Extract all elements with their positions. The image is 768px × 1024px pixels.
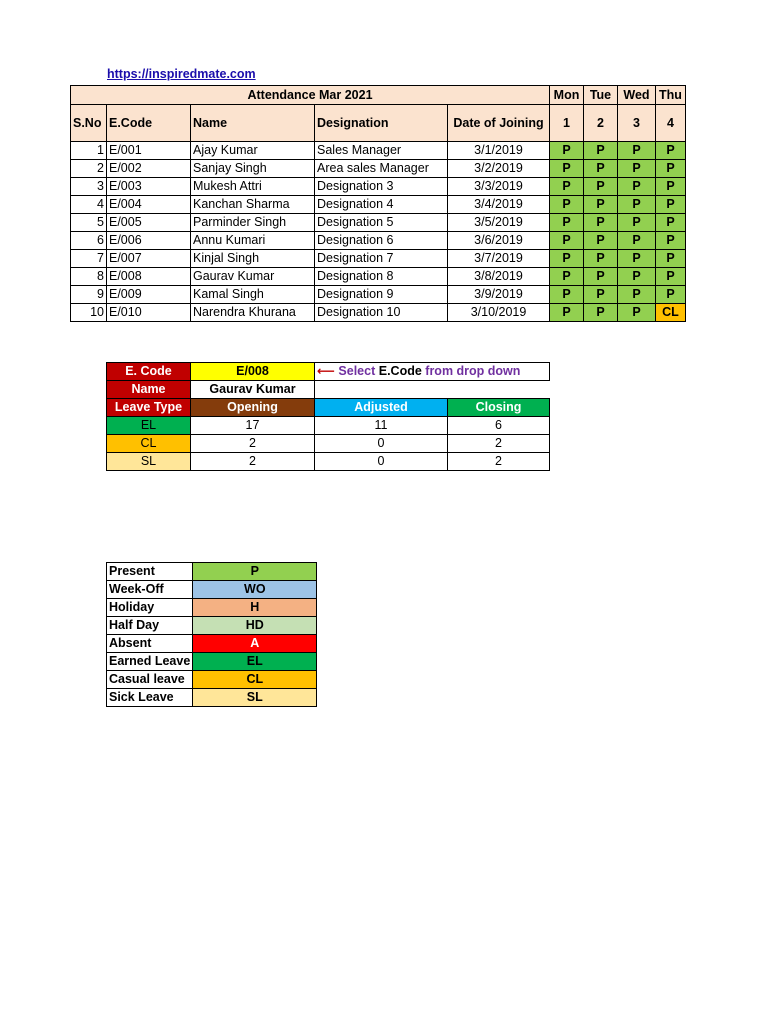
cell-ecode: E/009	[107, 286, 191, 304]
cell-attendance-mark[interactable]: CL	[656, 304, 686, 322]
closing-cl: 2	[448, 435, 550, 453]
cell-doj: 3/4/2019	[448, 196, 550, 214]
cell-ecode: E/010	[107, 304, 191, 322]
day-header-thu: Thu	[656, 86, 686, 105]
ecode-label: E. Code	[107, 363, 191, 381]
legend-code-casual-leave: CL	[193, 671, 317, 689]
legend-label-casual-leave: Casual leave	[107, 671, 193, 689]
table-row	[71, 304, 686, 322]
cell-attendance-mark[interactable]: P	[550, 286, 584, 304]
opening-el: 17	[191, 417, 315, 435]
legend-code-sick-leave: SL	[193, 689, 317, 707]
cell-attendance-mark[interactable]: P	[656, 178, 686, 196]
legend-label-week-off: Week-Off	[107, 581, 193, 599]
cell-attendance-mark[interactable]: P	[550, 250, 584, 268]
cell-designation: Designation 6	[315, 232, 448, 250]
closing-header: Closing	[448, 399, 550, 417]
cell-attendance-mark[interactable]: P	[550, 178, 584, 196]
opening-sl: 2	[191, 453, 315, 471]
cell-ecode: E/006	[107, 232, 191, 250]
cell-ecode: E/005	[107, 214, 191, 232]
cell-name: Gaurav Kumar	[191, 268, 315, 286]
cell-name: Parminder Singh	[191, 214, 315, 232]
cell-attendance-mark[interactable]: P	[584, 304, 618, 322]
cell-attendance-mark[interactable]: P	[656, 160, 686, 178]
attendance-table	[70, 85, 686, 322]
cell-sno: 10	[71, 304, 107, 322]
name-label: Name	[107, 381, 191, 399]
table-row	[71, 142, 686, 160]
cell-ecode: E/004	[107, 196, 191, 214]
date-header-2: 2	[584, 105, 618, 142]
adjusted-sl: 0	[315, 453, 448, 471]
cell-designation: Sales Manager	[315, 142, 448, 160]
hint-select: Select	[338, 364, 376, 378]
cell-attendance-mark[interactable]: P	[656, 268, 686, 286]
adjusted-el: 11	[315, 417, 448, 435]
hint-rest: from drop down	[425, 364, 521, 378]
cell-attendance-mark[interactable]: P	[618, 286, 656, 304]
legend-code-present: P	[193, 563, 317, 581]
col-header-designation: Designation	[315, 105, 448, 142]
cell-attendance-mark[interactable]: P	[656, 142, 686, 160]
leave-type-cl: CL	[107, 435, 191, 453]
cell-sno: 6	[71, 232, 107, 250]
col-header-ecode: E.Code	[107, 105, 191, 142]
table-row	[71, 178, 686, 196]
legend-code-earned-leave: EL	[193, 653, 317, 671]
cell-attendance-mark[interactable]: P	[618, 250, 656, 268]
cell-ecode: E/001	[107, 142, 191, 160]
cell-attendance-mark[interactable]: P	[584, 142, 618, 160]
cell-attendance-mark[interactable]: P	[550, 268, 584, 286]
cell-sno: 3	[71, 178, 107, 196]
date-header-1: 1	[550, 105, 584, 142]
adjusted-header: Adjusted	[315, 399, 448, 417]
col-header-sno: S.No	[71, 105, 107, 142]
cell-ecode: E/003	[107, 178, 191, 196]
leave-type-sl: SL	[107, 453, 191, 471]
cell-attendance-mark[interactable]: P	[656, 232, 686, 250]
cell-sno: 2	[71, 160, 107, 178]
day-header-mon: Mon	[550, 86, 584, 105]
cell-attendance-mark[interactable]: P	[550, 196, 584, 214]
col-header-name: Name	[191, 105, 315, 142]
cell-name: Kinjal Singh	[191, 250, 315, 268]
cell-attendance-mark[interactable]: P	[550, 214, 584, 232]
cell-attendance-mark[interactable]: P	[584, 196, 618, 214]
cell-sno: 8	[71, 268, 107, 286]
cell-designation: Designation 8	[315, 268, 448, 286]
cell-attendance-mark[interactable]: P	[584, 214, 618, 232]
cell-attendance-mark[interactable]: P	[618, 178, 656, 196]
cell-designation: Designation 9	[315, 286, 448, 304]
leave-type-el: EL	[107, 417, 191, 435]
table-row	[71, 268, 686, 286]
table-row	[71, 196, 686, 214]
cell-attendance-mark[interactable]: P	[618, 142, 656, 160]
adjusted-cl: 0	[315, 435, 448, 453]
website-link[interactable]: https://inspiredmate.com	[107, 67, 256, 81]
legend-code-half-day: HD	[193, 617, 317, 635]
cell-sno: 4	[71, 196, 107, 214]
cell-attendance-mark[interactable]: P	[550, 304, 584, 322]
table-row	[71, 232, 686, 250]
cell-attendance-mark[interactable]: P	[584, 178, 618, 196]
cell-designation: Designation 7	[315, 250, 448, 268]
cell-doj: 3/6/2019	[448, 232, 550, 250]
date-header-3: 3	[618, 105, 656, 142]
cell-doj: 3/10/2019	[448, 304, 550, 322]
cell-sno: 7	[71, 250, 107, 268]
dropdown-hint	[315, 363, 550, 381]
cell-designation: Area sales Manager	[315, 160, 448, 178]
day-header-wed: Wed	[618, 86, 656, 105]
cell-name: Sanjay Singh	[191, 160, 315, 178]
cell-attendance-mark[interactable]: P	[584, 232, 618, 250]
cell-attendance-mark[interactable]: P	[584, 250, 618, 268]
table-row	[71, 160, 686, 178]
attendance-rows	[71, 142, 686, 322]
cell-attendance-mark[interactable]: P	[618, 196, 656, 214]
opening-cl: 2	[191, 435, 315, 453]
cell-name: Ajay Kumar	[191, 142, 315, 160]
cell-attendance-mark[interactable]: P	[584, 160, 618, 178]
cell-sno: 1	[71, 142, 107, 160]
closing-el: 6	[448, 417, 550, 435]
legend-label-absent: Absent	[107, 635, 193, 653]
table-row	[71, 214, 686, 232]
cell-attendance-mark[interactable]: P	[618, 304, 656, 322]
hint-ecode: E.Code	[378, 364, 422, 378]
cell-attendance-mark[interactable]: P	[618, 268, 656, 286]
legend-label-present: Present	[107, 563, 193, 581]
cell-designation: Designation 5	[315, 214, 448, 232]
cell-name: Kanchan Sharma	[191, 196, 315, 214]
cell-ecode: E/002	[107, 160, 191, 178]
legend-table	[106, 562, 317, 707]
closing-sl: 2	[448, 453, 550, 471]
arrow-left-icon: ⟵	[317, 364, 335, 378]
cell-doj: 3/1/2019	[448, 142, 550, 160]
ecode-dropdown[interactable]: E/008	[191, 363, 315, 381]
cell-ecode: E/008	[107, 268, 191, 286]
cell-doj: 3/2/2019	[448, 160, 550, 178]
cell-doj: 3/7/2019	[448, 250, 550, 268]
legend-label-sick-leave: Sick Leave	[107, 689, 193, 707]
cell-designation: Designation 10	[315, 304, 448, 322]
cell-doj: 3/5/2019	[448, 214, 550, 232]
cell-attendance-mark[interactable]: P	[618, 232, 656, 250]
legend-label-half-day: Half Day	[107, 617, 193, 635]
legend-label-earned-leave: Earned Leave	[107, 653, 193, 671]
cell-attendance-mark[interactable]: P	[656, 286, 686, 304]
cell-ecode: E/007	[107, 250, 191, 268]
cell-attendance-mark[interactable]: P	[584, 286, 618, 304]
date-header-4: 4	[656, 105, 686, 142]
cell-sno: 5	[71, 214, 107, 232]
cell-attendance-mark[interactable]: P	[618, 160, 656, 178]
cell-attendance-mark[interactable]: P	[550, 232, 584, 250]
day-header-tue: Tue	[584, 86, 618, 105]
cell-doj: 3/9/2019	[448, 286, 550, 304]
cell-attendance-mark[interactable]: P	[656, 214, 686, 232]
cell-designation: Designation 4	[315, 196, 448, 214]
cell-doj: 3/8/2019	[448, 268, 550, 286]
cell-name: Mukesh Attri	[191, 178, 315, 196]
col-header-doj: Date of Joining	[448, 105, 550, 142]
cell-attendance-mark[interactable]: P	[550, 142, 584, 160]
leave-type-label: Leave Type	[107, 399, 191, 417]
legend-code-week-off: WO	[193, 581, 317, 599]
opening-header: Opening	[191, 399, 315, 417]
cell-attendance-mark[interactable]: P	[656, 196, 686, 214]
cell-designation: Designation 3	[315, 178, 448, 196]
cell-sno: 9	[71, 286, 107, 304]
cell-doj: 3/3/2019	[448, 178, 550, 196]
name-value: Gaurav Kumar	[191, 381, 315, 399]
cell-attendance-mark[interactable]: P	[550, 160, 584, 178]
attendance-title: Attendance Mar 2021	[71, 86, 550, 105]
cell-name: Annu Kumari	[191, 232, 315, 250]
cell-name: Kamal Singh	[191, 286, 315, 304]
cell-attendance-mark[interactable]: P	[584, 268, 618, 286]
legend-label-holiday: Holiday	[107, 599, 193, 617]
legend-code-holiday: H	[193, 599, 317, 617]
cell-attendance-mark[interactable]: P	[618, 214, 656, 232]
table-row	[71, 250, 686, 268]
cell-name: Narendra Khurana	[191, 304, 315, 322]
table-row	[71, 286, 686, 304]
leave-balance-table	[106, 362, 550, 471]
legend-code-absent: A	[193, 635, 317, 653]
cell-attendance-mark[interactable]: P	[656, 250, 686, 268]
